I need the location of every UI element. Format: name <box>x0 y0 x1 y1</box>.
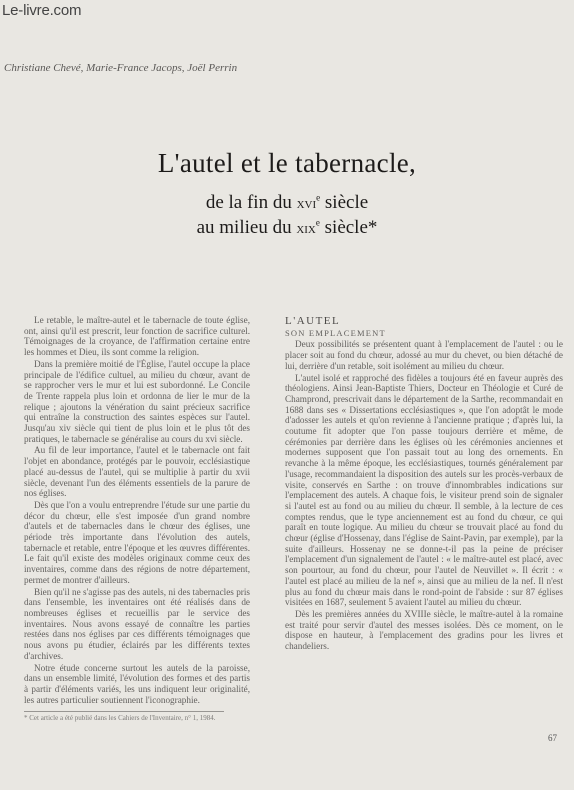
right-column <box>285 316 563 653</box>
paragraph: Le retable, le maître-autel et le tabernacle de toute église, ont, ainsi qu'il est prescrit, leur fonction de sacrifice culturel. Témoignages de la croyance, de l'affirmation certaine entre les hommes et Dieu, ils sont comme la religion. <box>24 315 250 358</box>
subtitle-line-2: au milieu du xix$^e$ siècle* <box>196 217 378 238</box>
footnote: * Cet article a été publié dans les Cahiers de l'Inventaire, n° 1, 1984. <box>24 711 224 722</box>
watermark: Le-livre.com <box>2 2 82 19</box>
paragraph: Bien qu'il ne s'agisse pas des autels, ni des tabernacles pris dans l'ensemble, les inventaires ont été réalisés dans de nombreuses églises et recueillis par le service des inventaires. Nous avons essayé de connaître les parties restées dans nos églises par ces différents témoignages que nous avons pu étudier, éclairés par les différents textes d'archives. <box>24 586 250 661</box>
paragraph: Deux possibilités se présentent quant à l'emplacement de l'autel : ou le placer soit au fond du chœur, adossé au mur du chevet, ou bien détaché de lui, derrière d'un retable, soit isolément au milieu du chœur. <box>285 339 563 371</box>
page-title: L'autel et le tabernacle, <box>157 148 417 178</box>
paragraph: Dès que l'on a voulu entreprendre l'étude sur une partie du décor du chœur, elle s'est imposée d'un grand nombre d'autels et de tabernacles dans le chœur des églises, une période très importante dans l'évolution des autels, tabernacle et retable, entre l'époque et les œuvres différentes. Le fait qu'il existe des modèles originaux comme ceux des inventaires, comme dans des régions de notre département, permet de montrer d'ailleurs. <box>24 499 250 585</box>
authors: Christiane Chevé, Marie-France Jacops, Joël Perrin <box>4 62 238 74</box>
paragraph: Dès les premières années du XVIIIe siècle, le maître-autel à la romaine est traité pour servir d'autel des messes isolées. Dès ce moment, on le dispose en hauteur, à l'emplacement des gradins pour les livres et chandeliers. <box>285 608 563 652</box>
page-number: 67 <box>548 733 557 743</box>
paragraph: L'autel isolé et rapproché des fidèles a toujours été en faveur auprès des théologiens. Ainsi Jean-Baptiste Thiers, Docteur en Théologie et Curé de Champrond, prescrivait dans le département de la Sarthe, recommandait en 1688 dans ses « Dissertations ecclésiastiques », que l'on adoptât le mode d'adosser les autels et qu'on revienne à l'ancienne pratique ; d'après lui, la coutume fit adopter que l'on passe toujours derrière et même, de cérémonies par derrière dans les églises où les cérémonies anciennes et modernes supposent que l'on passait tout au long des ornements. En revanche à la même époque, les ecclésiastiques, tournés généralement par l'usage, recommandaient la disposition des autels sur les procès-verbaux de visite, conservés en Sarthe : on trouve d'innombrables indications sur l'emplacement des autels. A chaque fois, le visiteur prend soin de signaler si l'autel est au fond ou au milieu du chœur. Il semble, à la lecture de ces comptes rendus, que le type anciennement est au fond du chœur, ce qui paraît en toute logique. Au milieu du chœur se trouvait placé au fond du chœur (église d'Hossenay, dans l'église de Saint-Pavin, par exemple), par la suite d'ailleurs. Hossenay ne se donne-t-il pas la peine de préciser l'emplacement d'un signalement de l'autel : « le maître-autel est placé, avec son pourtour, au fond du chœur, pour l'autel de Neuvillet ». Il écrit : « l'autel est placé au milieu de la nef », ainsi que au milieu de la nef. Il n'est plus au fond du chœur mais dans le rond-point de l'abside : sur 87 églises visitées en 1687, seulement 5 avaient l'autel au milieu du chœur. <box>285 372 563 608</box>
paragraph: Au fil de leur importance, l'autel et le tabernacle ont fait l'objet en abondance, protégés par le pouvoir, ecclésiastique placé au-dessus de l'autel, qui se multiplie à partir du xvii siècle, devenant l'un des éléments essentiels de la parure de nos églises. <box>24 445 250 499</box>
sub-heading: SON EMPLACEMENT <box>285 327 386 338</box>
subtitle-line-1: de la fin du xvi$^e$ siècle <box>205 192 369 213</box>
section-heading: L'AUTEL <box>285 315 341 327</box>
paragraph: Notre étude concerne surtout les autels de la paroisse, dans un ensemble limité, l'évolution des formes et des partis à partir d'éléments variés, les uns indiquent leur originalité, les autres particulier soutiennent l'iconographie. <box>24 662 250 705</box>
paragraph: Dans la première moitié de l'Église, l'autel occupe la place principale de l'édifice cultuel, au milieu du chœur, avant de se rapprocher vers le mur et lui est subordonné. Le Concile de Trente rappela plus loin et ordonna de lier le mur de la relique ; ajoutons la vénération du saint précieux sacrifice qui entraîne la construction des saintes espèces sur l'autel. Jusqu'au xiv siècle qui tient de plus loin et le plus tôt des pratiques, le tabernacle se généralise au cours du xvi siècle. <box>24 358 250 444</box>
left-column <box>24 315 250 706</box>
